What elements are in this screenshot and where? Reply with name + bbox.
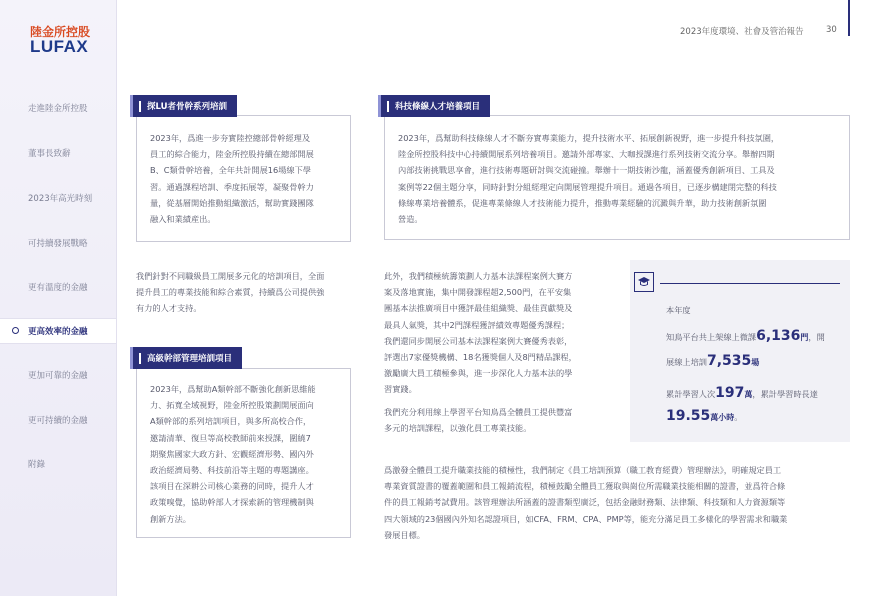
courses-prefix: 知鳥平台共上架線上微課	[666, 332, 757, 342]
page-number: 30	[826, 25, 837, 35]
text-line: 團基本法推廣項目中獲評最佳組織獎、最佳貢獻獎及	[384, 303, 573, 314]
online-learning-text	[384, 404, 609, 436]
sidebar-item[interactable]	[0, 408, 116, 434]
hours-suffix: 。	[734, 412, 743, 422]
stats-learners	[666, 385, 818, 401]
text-line: 政策嗅覺，協助幹部人才探索新的管理機制與	[150, 497, 314, 508]
text-line: 邀請清華、復旦等高校教師前來授課，圍繞7	[150, 432, 311, 443]
text-line: 提升員工的專業技能和綜合素質，持續爲公司提供強	[136, 287, 325, 298]
text-line: 我們還同步開展公司基本法課程案例大賽優秀表彰，	[384, 335, 573, 346]
tag-bar	[139, 353, 141, 364]
hours-unit: 萬小時	[710, 413, 735, 422]
logo-cn-text: 陸金所控股	[30, 25, 91, 39]
sidebar-item[interactable]	[0, 231, 116, 257]
lu-training-text	[150, 130, 340, 227]
text-line: 2023年，爲進一步夯實陸控總部骨幹經理及	[150, 133, 311, 143]
text-line: 件的員工報銷考試費用。該管理辦法所涵蓋的證書類型廣泛，包括金融財務類、法律類、科技類和人力資源類等	[384, 497, 786, 508]
text-line: 員工的綜合能力，陸金所控股持續在總部開展	[150, 149, 314, 160]
header-divider	[848, 0, 850, 36]
tech-training-tag-label: 科技條線人才培養項目	[395, 102, 481, 112]
text-line: 政治經濟局勢、科技前沿等主題的專題講座。	[150, 465, 314, 476]
courses-value: 6,136	[756, 328, 801, 344]
sidebar-item[interactable]	[0, 452, 116, 478]
sessions-value: 7,535	[706, 353, 752, 369]
sidebar-item[interactable]	[0, 318, 116, 344]
sessions-prefix: 展線上培訓	[666, 357, 707, 367]
text-line: 2023年，爲幫助科技條線人才不斷夯實專業能力，提升技術水平、拓展創新視野，進一步提升科技氛圍，	[398, 133, 780, 143]
sessions-unit: 場	[751, 358, 760, 367]
text-line: 該項目在深耕公司核心業務的同時，提升人才	[150, 481, 314, 492]
text-line: 陸金所控股科技中心持續開展系列培養項目。邀請外部專家、大咖授課進行系列技術交流分享。舉辦四期	[398, 149, 775, 160]
certification-policy-text	[384, 462, 850, 543]
tag-bar	[387, 101, 389, 112]
text-line: 案例等22個主題分享，同時針對分組經理定向開展管理提升項目。通過各項目，已逐步構建閉完整的科技	[398, 181, 777, 192]
sidebar-item-label: 2023年高光時刻	[28, 194, 93, 204]
text-line: 2023年，爲幫助A類幹部不斷強化創新思維能	[150, 384, 316, 394]
text-line: 營造。	[398, 214, 423, 225]
sidebar-item[interactable]	[0, 186, 116, 212]
sidebar	[0, 0, 117, 596]
hours-prefix: ，累計學習時長達	[752, 389, 818, 399]
sidebar-item-label: 附錄	[28, 460, 46, 470]
tag-bar	[139, 101, 141, 112]
hours-value: 19.55	[666, 408, 711, 424]
sidebar-item[interactable]	[0, 141, 116, 167]
text-line: 內部技術挑戰思享會，進行技術專題研討與交流碰撞。舉辦十一期技術沙龍，涵蓋優秀創新項目、工具及	[398, 165, 775, 176]
graduation-cap-icon	[634, 272, 654, 292]
text-line: 多元的培訓課程，以強化員工專業技能。	[384, 423, 532, 434]
text-line: A類幹部的系列培訓項目，與多所高校合作，	[150, 416, 312, 427]
text-line: 我們針對不同職級員工開展多元化的培訓項目，全面	[136, 271, 325, 281]
stats-sessions	[666, 353, 759, 369]
sidebar-item[interactable]	[0, 275, 116, 301]
exec-training-tag	[130, 347, 242, 369]
text-line: 條線專業培養體系，促進專業條線人才技術能力提升，推動專業經驗的沉澱與升華，助力技術創新氛圍	[398, 197, 767, 208]
sidebar-item-label: 更可持續的金融	[28, 416, 88, 426]
text-line: 力、拓寬全域視野，陸金所控股策劃開展面向	[150, 400, 314, 411]
text-line: 發展目標。	[384, 529, 425, 540]
text-line: B、C類骨幹培養，全年共計開展16場線下學	[150, 165, 311, 176]
learners-unit: 萬	[744, 390, 753, 399]
text-line: 評選出7家優獎機構、18名獲獎個人及8門精品課程，	[384, 352, 577, 363]
sidebar-item-label: 更有溫度的金融	[28, 283, 88, 293]
tech-training-text	[398, 130, 838, 227]
tech-training-tag	[378, 95, 490, 117]
basic-law-text	[384, 268, 609, 398]
stats-courses	[666, 328, 825, 344]
text-line: 我們充分利用線上學習平台知鳥爲全體員工提供豐富	[384, 407, 573, 417]
text-line: 最具人氣獎，其中2門課程獲評績效專題優秀課程；	[384, 319, 570, 330]
text-line: 融入和業績産出。	[150, 214, 216, 225]
text-line: 案及落地實施，集中開發課程超2,500門，在平安集	[384, 287, 572, 298]
active-dot-icon	[12, 327, 19, 334]
logo-en-text: LUFAX	[30, 37, 89, 56]
stats-divider	[660, 283, 840, 284]
learners-value: 197	[715, 385, 745, 401]
text-line: 量，從基層開始推動組織激活，幫助實踐團隊	[150, 197, 314, 208]
sidebar-item-label: 可持續發展戰略	[28, 239, 88, 249]
sidebar-item[interactable]	[0, 96, 116, 122]
text-line: 創新方法。	[150, 513, 191, 524]
text-line: 專業資質證書的覆蓋範圍和員工報銷流程，積極鼓勵全體員工獲取與崗位所需職業技能相關的證書，並爲符合條	[384, 481, 786, 492]
courses-unit: 門	[800, 333, 809, 342]
text-line: 此外，我們積極統籌策劃人力基本法課程案例大賽方	[384, 271, 573, 281]
exec-training-tag-label: 高級幹部管理培訓項目	[147, 354, 233, 364]
sidebar-item-label: 更加可靠的金融	[28, 371, 88, 381]
lu-training-tag	[130, 95, 237, 117]
courses-suffix: ，開	[808, 332, 825, 342]
sidebar-item-label: 董事長致辭	[28, 149, 71, 159]
text-line: 爲激發全體員工提升職業技能的積極性，我們制定《員工培訓預算（職工教育經費）管理辦法》，明確規定員工	[384, 465, 782, 475]
report-title: 2023年度環境、社會及管治報告	[680, 27, 804, 37]
lufax-logo[interactable]	[30, 26, 90, 55]
text-line: 激勵廣大員工積極參與，進一步深化人力基本法的學	[384, 368, 573, 379]
stats-year-label: 本年度	[666, 305, 691, 315]
text-line: 四大領域的23個國內外知名認證項目，如CFA、FRM、CPA、PMP等，能充分滿足員工多樣化的學習需求和職業	[384, 513, 788, 524]
exec-training-text	[150, 381, 340, 527]
sidebar-item-label: 更高效率的金融	[28, 327, 88, 337]
training-intro-text	[136, 268, 356, 317]
sidebar-item[interactable]	[0, 363, 116, 389]
sidebar-item-label: 走進陸金所控股	[28, 104, 88, 114]
text-line: 習。通過課程培訓、季度拓展等，凝聚骨幹力	[150, 181, 314, 192]
learners-prefix: 累計學習人次	[666, 389, 716, 399]
text-line: 習實踐。	[384, 384, 417, 395]
text-line: 有力的人才支持。	[136, 303, 202, 314]
text-line: 期聚焦國家大政方針、宏觀經濟形勢、國內外	[150, 448, 314, 459]
graduation-cap-svg	[637, 276, 651, 288]
lu-training-tag-label: 探LU者骨幹系列培訓	[147, 102, 228, 112]
stats-hours	[666, 408, 743, 424]
